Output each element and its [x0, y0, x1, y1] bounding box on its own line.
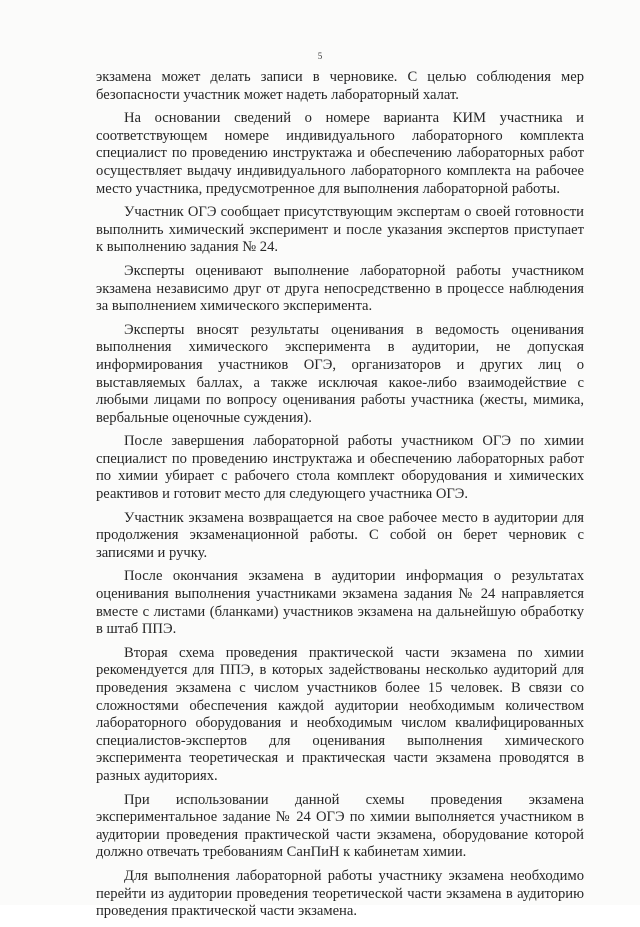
- paragraph-7: Участник экзамена возвращается на свое рабочее место в аудитории для продолжения экзаменационной работы. С собой он берет черновик с записями и ручку.: [96, 509, 584, 561]
- document-body: [96, 69, 584, 927]
- page-number: 5: [317, 51, 323, 61]
- paragraph-4: Эксперты оценивают выполнение лабораторной работы участником экзамена независимо друг от друга непосредственно в процессе наблюдения за выполнением химического эксперимента.: [96, 262, 584, 315]
- paragraph-1: экзамена может делать записи в черновике. С целью соблюдения мер безопасности участник может надеть лабораторный халат.: [96, 69, 584, 103]
- paragraph-5: Эксперты вносят результаты оценивания в ведомость оценивания выполнения химического эксперимента в аудитории, не допуская информирования участников ОГЭ, организаторов и других лиц о выставляемых баллах, а также исключая какое-либо взаимодействие с любыми лицами по вопросу оценивания работы участника (жесты, мимика, вербальные оценочные суждения).: [96, 321, 584, 426]
- paragraph-3: Участник ОГЭ сообщает присутствующим экспертам о своей готовности выполнить химический эксперимент и после указания экспертов приступает к выполнению задания № 24.: [96, 204, 584, 256]
- paragraph-11: Для выполнения лабораторной работы участнику экзамена необходимо перейти из аудитории проведения теоретической части экзамена в аудиторию проведения практической части экзамена.: [96, 867, 584, 920]
- paragraph-9: Вторая схема проведения практической части экзамена по химии рекомендуется для ППЭ, в которых задействованы несколько аудиторий для проведения экзамена с числом участников более 15 человек. В связи со сложностями обеспечения каждой аудитории необходимым количеством лабораторного оборудования и необходимым числом квалифицированных специалистов-экспертов для оценивания выполнения химического эксперимента теоретическая и практическая части экзамена проводятся в разных аудиториях.: [96, 644, 584, 784]
- paragraph-2: На основании сведений о номере варианта КИМ участника и соответствующем номере индивидуального лабораторного комплекта специалист по проведению инструктажа и обеспечению лабораторных работ осуществляет выдачу индивидуального лабораторного комплекта на рабочее место участника, предусмотренное для выполнения лабораторной работы.: [96, 110, 584, 197]
- paragraph-8: После окончания экзамена в аудитории информация о результатах оценивания выполнения участниками экзамена задания № 24 направляется вместе с листами (бланками) участников экзамена на дальнейшую обработку в штаб ППЭ.: [96, 568, 584, 638]
- paragraph-10: При использовании данной схемы проведения экзамена экспериментальное задание № 24 ОГЭ по химии выполняется участником в аудитории проведения практической части экзамена, оборудование которой должно отвечать требованиям СанПиН к кабинетам химии.: [96, 791, 584, 861]
- paragraph-6: После завершения лабораторной работы участником ОГЭ по химии специалист по проведению инструктажа и обеспечению лабораторных работ по химии убирает с рабочего стола комплект оборудования и химических реактивов и готовит место для следующего участника ОГЭ.: [96, 433, 584, 503]
